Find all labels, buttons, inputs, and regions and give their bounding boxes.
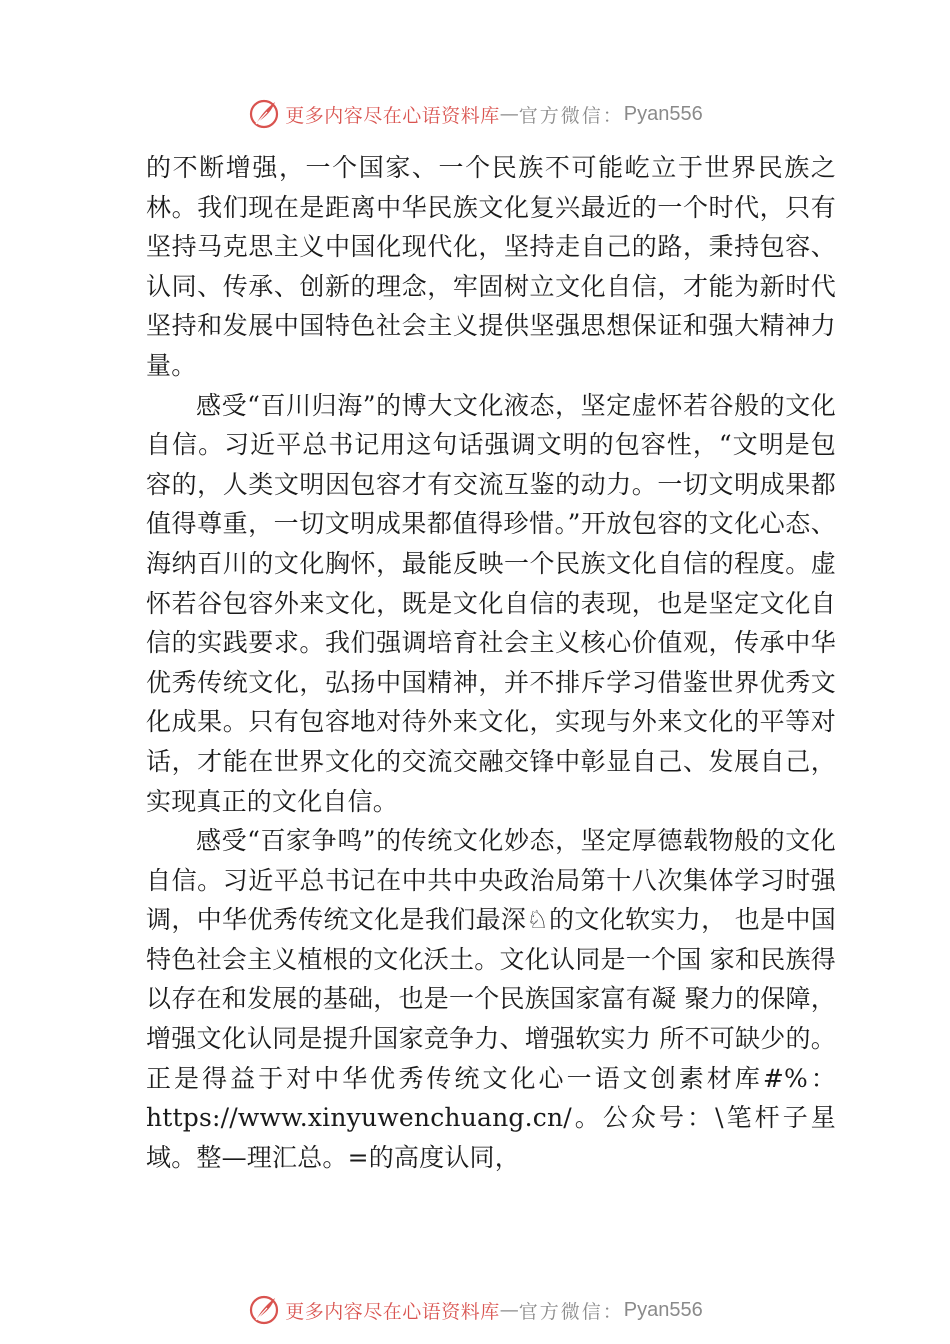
quill-logo-icon bbox=[247, 1293, 281, 1327]
watermark-brand: 更多内容尽在心语资料库 bbox=[285, 1300, 500, 1323]
paragraph-continued: 的不断增强，一个国家、一个民族不可能屹立于世界民族之林。我们现在是距离中华民族文化复兴最近的一个时代，只有坚持马克思主义中国化现代化，坚持走自己的路，秉持包容、认同、传承、创新的理念，牢固树立文化自信，才能为新时代坚持和发展中国特色社会主义提供坚强思想保证和强大精神力量。 bbox=[146, 153, 836, 380]
watermark-footer bbox=[0, 1290, 950, 1330]
watermark-wechat-id: Pyan556 bbox=[623, 102, 703, 125]
watermark-label: 官方微信： bbox=[518, 1300, 624, 1323]
watermark-dash: — bbox=[499, 1299, 519, 1321]
watermark-wechat-id: Pyan556 bbox=[623, 1298, 703, 1321]
watermark-header bbox=[0, 94, 950, 134]
watermark-dash: — bbox=[499, 103, 519, 125]
watermark-label: 官方微信： bbox=[518, 104, 624, 127]
paragraph-baijia: 感受“百家争鸣”的传统文化妙态，坚定厚德载物般的文化自信。习近平总书记在中共中央政治局第十八次集体学习时强调，中华优秀传统文化是我们最深♘的文化软实力， 也是中国特色社会主义植根的文化沃土。文化认同是一个国 家和民族得以存在和发展的基础，也是一个民族国家富有凝 聚力的保障，增强文化认同是提升国家竞争力、增强软实力 所不可缺少的。正是得益于对中华优秀传统文化心一语文创素材库#%：https://www.xinyuwenchuang.cn/。公众号：\笔杆子星域。整—理汇总。=的高度认同， bbox=[146, 826, 836, 1172]
document-body bbox=[146, 148, 836, 1177]
watermark-brand: 更多内容尽在心语资料库 bbox=[285, 104, 500, 127]
quill-logo-icon bbox=[247, 97, 281, 131]
paragraph-baichuan: 感受“百川归海”的博大文化液态，坚定虚怀若谷般的文化自信。习近平总书记用这句话强调文明的包容性，“文明是包容的，人类文明因包容才有交流互鉴的动力。一切文明成果都值得尊重，一切文明成果都值得珍惜。”开放包容的文化心态、海纳百川的文化胸怀，最能反映一个民族文化自信的程度。虚怀若谷包容外来文化，既是文化自信的表现，也是坚定文化自信的实践要求。我们强调培育社会主义核心价值观，传承中华优秀传统文化，弘扬中国精神，并不排斥学习借鉴世界优秀文化成果。只有包容地对待外来文化，实现与外来文化的平等对话，才能在世界文化的交流交融交锋中彰显自己、发展自己，实现真正的文化自信。 bbox=[146, 390, 836, 816]
